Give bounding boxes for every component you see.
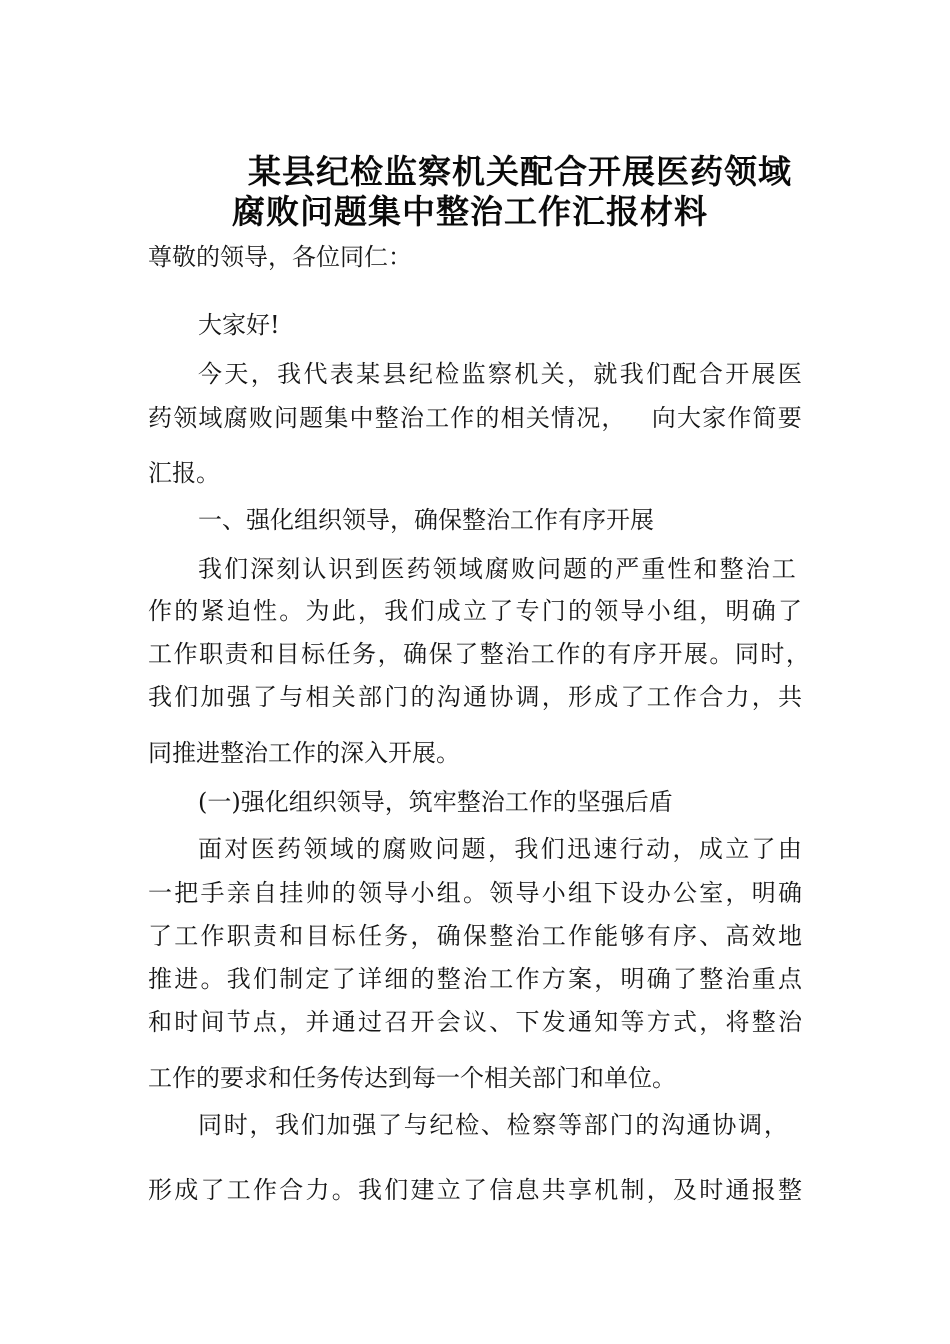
intro-line-3: 汇报。 (148, 459, 220, 487)
document-title-line-2: 腐败问题集中整治工作汇报材料 (232, 192, 708, 231)
subsection-1-line-4: 推 进 。 我 们 制 定 了 详 细 的 整 治 工 作 方 案 ， 明 确 了 整 治 重 点 (148, 965, 802, 993)
section-1-heading: 一、强化组织领导，确保整治工作有序开展 (198, 506, 654, 534)
intro-line-1: 今 天 ， 我 代 表 某 县 纪 检 监 察 机 关 ， 就 我 们 配 合 开 展 医 (198, 360, 802, 388)
final-para-line-2: 形 成 了 工 作 合 力 。 我 们 建 立 了 信 息 共 享 机 制 ， 及 时 通 报 整 (148, 1176, 802, 1204)
section-1-line-1: 我 们 深 刻 认 识 到 医 药 领 域 腐 败 问 题 的 严 重 性 和 整 治 工 (198, 555, 796, 583)
document-title-line-1: 某县纪检监察机关配合开展医药领域 (248, 152, 792, 191)
subsection-1-line-2: 一 把 手 亲 自 挂 帅 的 领 导 小 组 。 领 导 小 组 下 设 办 公 室 ， 明 确 (148, 879, 802, 907)
final-para-line-1: 同 时 ， 我 们 加 强 了 与 纪 检 、 检 察 等 部 门 的 沟 通 协 调 ， (198, 1111, 788, 1139)
subsection-1-line-5: 和 时 间 节 点 ， 并 通 过 召 开 会 议 、 下 发 通 知 等 方 式 ， 将 整 治 (148, 1008, 802, 1036)
subsection-1-line-1: 面 对 医 药 领 域 的 腐 败 问 题 ， 我 们 迅 速 行 动 ， 成 立 了 由 (198, 835, 802, 863)
subsection-1-heading: (一)强化组织领导，筑牢整治工作的坚强后盾 (198, 788, 673, 816)
subsection-1-line-3: 了 工 作 职 责 和 目 标 任 务 ， 确 保 整 治 工 作 能 够 有 序 、 高 效 地 (148, 922, 802, 950)
salutation: 尊敬的领导，各位同仁： (148, 243, 412, 271)
intro-line-2: 药 领 域 腐 败 问 题 集 中 整 治 工 作 的 相 关 情 况 ， 向 大 家 作 简 要 (148, 404, 802, 432)
section-1-line-3: 工 作 职 责 和 目 标 任 务 ， 确 保 了 整 治 工 作 的 有 序 开 展 。 同 时 ， (148, 640, 810, 668)
section-1-line-5: 同推进整治工作的深入开展。 (148, 739, 460, 767)
greeting: 大家好! (198, 311, 280, 339)
section-1-line-2: 作 的 紧 迫 性 。 为 此 ， 我 们 成 立 了 专 门 的 领 导 小 组 ， 明 确 了 (148, 597, 802, 625)
subsection-1-line-6: 工作的要求和任务传达到每一个相关部门和单位。 (148, 1064, 676, 1092)
section-1-line-4: 我 们 加 强 了 与 相 关 部 门 的 沟 通 协 调 ， 形 成 了 工 作 合 力 ， 共 (148, 683, 802, 711)
